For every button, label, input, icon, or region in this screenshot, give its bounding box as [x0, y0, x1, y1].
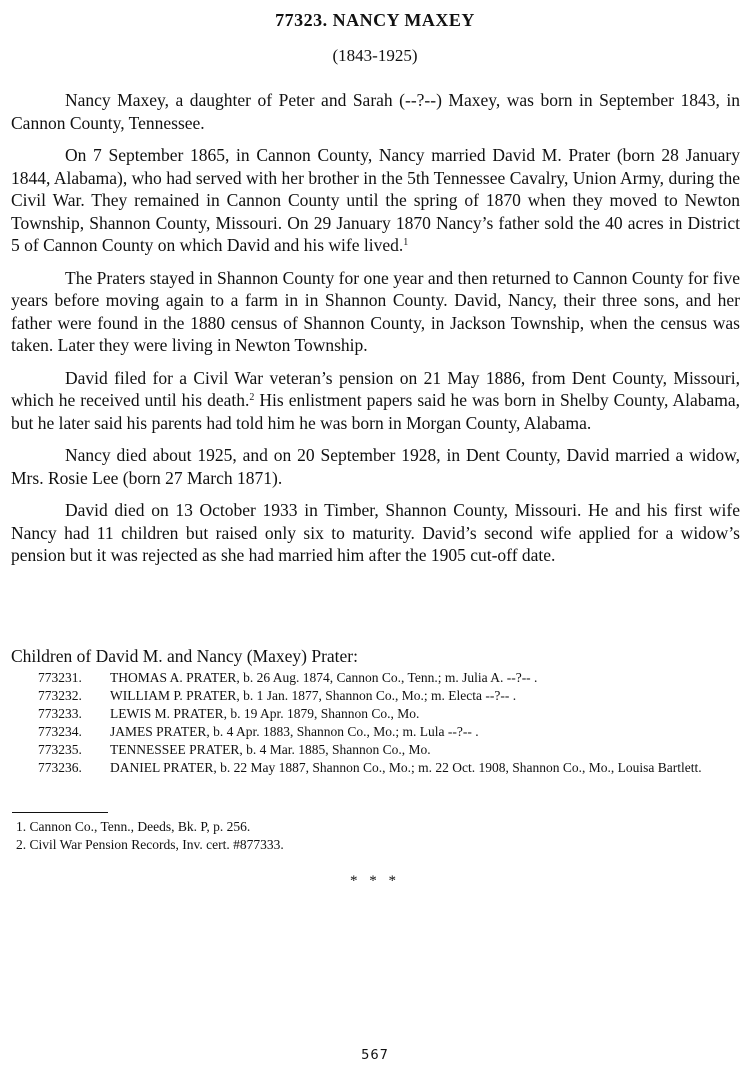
footnote-ref: 1 — [403, 237, 409, 248]
child-number: 773232. — [38, 688, 82, 703]
paragraph-text: David filed for a Civil War veteran’s pension on 21 May 1886, from Dent County, Missouri, which he received until his death. — [11, 367, 740, 410]
child-number: 773231. — [38, 670, 82, 685]
footnote-ref: 2 — [249, 392, 255, 403]
paragraph-text: Nancy died about 1925, and on 20 September 1928, in Dent County, David married a widow, Mrs. Rosie Lee (born 27 March 1871). — [11, 445, 740, 488]
child-entry — [38, 741, 742, 759]
paragraph-text: David died on 13 October 1933 in Timber, Shannon County, Missouri. He and his first wife Nancy had 11 children but raised only six to maturity. David’s second wife applied for a widow’s pension but it was rejected as she had married him after the 1905 cut-off date. — [11, 500, 740, 565]
child-text: LEWIS M. PRATER, b. 19 Apr. 1879, Shannon Co., Mo. — [110, 706, 420, 721]
child-number: 773233. — [38, 706, 82, 721]
entry-title: 77323. NANCY MAXEY — [275, 10, 475, 30]
paragraph — [11, 444, 740, 489]
child-text: WILLIAM P. PRATER, b. 1 Jan. 1877, Shannon Co., Mo.; m. Electa --?-- . — [110, 688, 517, 703]
child-text: TENNESSEE PRATER, b. 4 Mar. 1885, Shannon Co., Mo. — [110, 742, 431, 757]
section-separator: * * * — [350, 873, 400, 889]
paragraph-text: His enlistment papers said he was born in Shelby County, Alabama, but he later said his parents had told him he was born in Morgan County, Alabama. — [11, 390, 740, 433]
paragraph — [11, 367, 740, 435]
paragraph-text: The Praters stayed in Shannon County for one year and then returned to Cannon County for five years before moving again to a farm in in Shannon County. David, Nancy, their three sons, and her father were found in the 1880 census of Shannon County, in Jackson Township, when the census was taken. Later they were living in Newton Township. — [11, 267, 740, 355]
child-number: 773235. — [38, 742, 82, 757]
child-entry — [38, 705, 742, 723]
child-text: DANIEL PRATER, b. 22 May 1887, Shannon Co., Mo.; m. 22 Oct. 1908, Shannon Co., Mo., Louisa Bartlett. — [110, 760, 702, 775]
footnote-divider — [12, 812, 108, 813]
child-entry — [38, 759, 742, 777]
child-entry — [38, 687, 742, 705]
child-entry — [38, 723, 742, 741]
child-entry — [38, 669, 742, 687]
children-heading: Children of David M. and Nancy (Maxey) Prater: — [11, 646, 358, 666]
entry-dates: (1843-1925) — [332, 46, 418, 65]
child-number: 773234. — [38, 724, 82, 739]
child-text: THOMAS A. PRATER, b. 26 Aug. 1874, Cannon Co., Tenn.; m. Julia A. --?-- . — [110, 670, 538, 685]
paragraph-text: On 7 September 1865, in Cannon County, Nancy married David M. Prater (born 28 January 1844, Alabama), who had served with her brother in the 5th Tennessee Cavalry, Union Army, during the Civil War. They remained in Cannon County until the spring of 1870 when they moved to Newton Township, Shannon County, Missouri. On 29 January 1870 Nancy’s father sold the 40 acres in District 5 of Cannon County on which David and his wife lived. — [11, 145, 740, 255]
footnote: 1. Cannon Co., Tenn., Deeds, Bk. P, p. 256. — [16, 819, 251, 834]
footnotes — [16, 818, 284, 854]
paragraph — [11, 144, 740, 257]
paragraph — [11, 89, 740, 134]
children-list — [38, 669, 742, 777]
child-text: JAMES PRATER, b. 4 Apr. 1883, Shannon Co., Mo.; m. Lula --?-- . — [110, 724, 479, 739]
footnote: 2. Civil War Pension Records, Inv. cert. #877333. — [16, 837, 284, 852]
paragraph — [11, 267, 740, 357]
paragraph-text: Nancy Maxey, a daughter of Peter and Sarah (--?--) Maxey, was born in September 1843, in Cannon County, Tennessee. — [11, 90, 740, 133]
narrative-body — [11, 89, 740, 577]
page-number: 567 — [361, 1048, 389, 1063]
child-number: 773236. — [38, 760, 82, 775]
paragraph — [11, 499, 740, 567]
